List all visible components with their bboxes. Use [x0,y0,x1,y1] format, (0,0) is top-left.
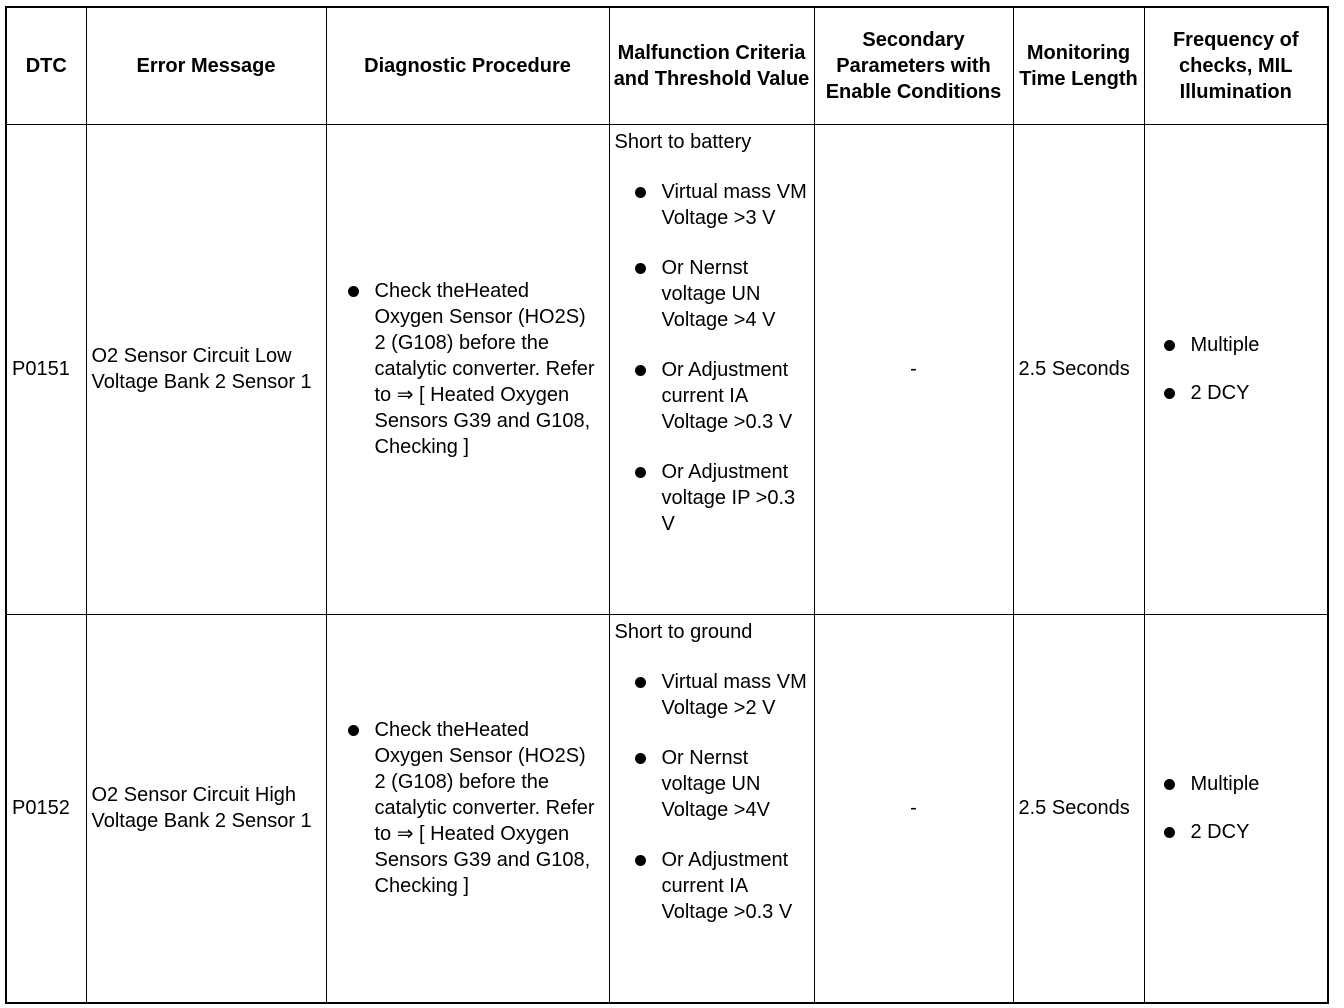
bullet-icon [635,467,646,478]
bullet-icon [1164,779,1175,790]
criteria-text: Or Nernst voltage UN Voltage >4 V [661,256,776,331]
frequency-text: 2 DCY [1190,382,1250,404]
malfunction-criteria [609,124,814,614]
header-diagnostic-procedure: Diagnostic Procedure [326,7,609,124]
criteria-title: Short to battery [614,130,752,153]
criteria-text: Virtual mass VM Voltage >3 V [661,180,807,229]
list-item [345,717,601,899]
table-row [6,124,1328,614]
header-secondary-parameters: Secondary Parameters with Enable Conditions [814,7,1013,124]
header-dtc: DTC [6,7,86,124]
bullet-icon [635,263,646,274]
list-item [1161,771,1328,797]
list-item [632,179,810,231]
criteria-text: Or Adjustment current IA Voltage >0.3 V [661,848,793,923]
bullet-icon [1164,827,1175,838]
bullet-icon [348,725,359,736]
table-header-row [6,7,1328,124]
secondary-parameters: - [814,124,1013,614]
list-item [632,669,810,721]
dtc-code: P0152 [6,614,86,1003]
list-item [632,847,810,925]
bullet-icon [635,677,646,688]
frequency-text: 2 DCY [1190,821,1250,844]
list-item [1161,380,1328,406]
bullet-icon [1164,340,1175,351]
list-item [345,278,601,460]
list-item [632,459,810,537]
list-item [632,357,810,435]
secondary-parameters: - [814,614,1013,1003]
bullet-icon [635,855,646,866]
monitoring-time: 2.5 Seconds [1013,614,1144,1003]
procedure-text: Check theHeated Oxygen Sensor (HO2S) 2 (G108) before the catalytic converter. Refer to ⇒ [ Heated Oxygen Sensors G39 and G108, Checking ] [374,280,595,458]
bullet-icon [1164,388,1175,399]
list-item [632,745,810,823]
frequency [1144,614,1328,1003]
list-item [632,255,810,333]
header-malfunction-criteria: Malfunction Criteria and Threshold Value [609,7,814,124]
list-item [1161,332,1328,358]
criteria-title: Short to ground [614,620,753,643]
bullet-icon [635,187,646,198]
header-error-message: Error Message [86,7,326,124]
criteria-text: Or Adjustment voltage IP >0.3 V [661,460,796,535]
error-message: O2 Sensor Circuit Low Voltage Bank 2 Sensor 1 [86,124,326,614]
criteria-text: Virtual mass VM Voltage >2 V [661,670,807,719]
criteria-text: Or Nernst voltage UN Voltage >4V [661,746,770,821]
frequency [1144,124,1328,614]
diagnostic-procedure [326,614,609,1003]
header-monitoring-time: Monitoring Time Length [1013,7,1144,124]
diagnostic-procedure [326,124,609,614]
table-row [6,614,1328,1003]
bullet-icon [348,286,359,297]
bullet-icon [635,753,646,764]
frequency-text: Multiple [1190,334,1260,356]
header-frequency: Frequency of checks, MIL Illumination [1144,7,1328,124]
criteria-text: Or Adjustment current IA Voltage >0.3 V [661,358,793,433]
list-item [1161,819,1328,845]
error-message: O2 Sensor Circuit High Voltage Bank 2 Sensor 1 [86,614,326,1003]
dtc-table [5,6,1329,1004]
malfunction-criteria [609,614,814,1003]
dtc-code: P0151 [6,124,86,614]
procedure-text: Check theHeated Oxygen Sensor (HO2S) 2 (G108) before the catalytic converter. Refer to ⇒ [ Heated Oxygen Sensors G39 and G108, Checking ] [374,719,595,898]
monitoring-time: 2.5 Seconds [1013,124,1144,614]
bullet-icon [635,365,646,376]
frequency-text: Multiple [1190,773,1260,796]
